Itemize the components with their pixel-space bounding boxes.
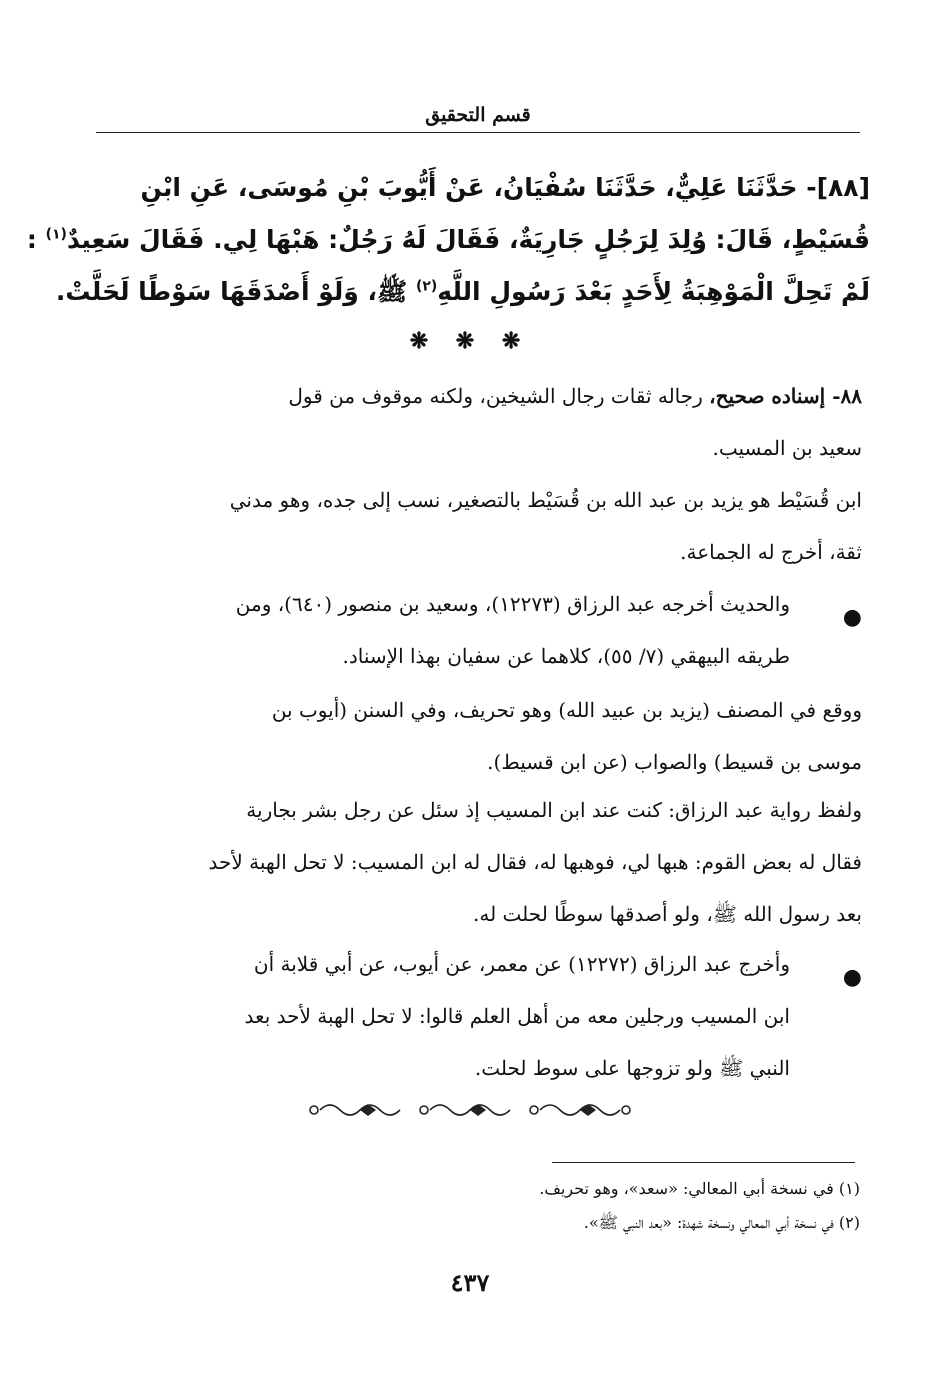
paragraph-line: ثقة، أخرج له الجماعة. bbox=[680, 540, 862, 564]
paragraph-line: ولفظ رواية عبد الرزاق: كنت عند ابن المسيب إذ سئل عن رجل بشر بجارية bbox=[246, 798, 862, 822]
paragraph-line: وأخرج عبد الرزاق (١٢٢٧٢) عن معمر، عن أيوب، عن أبي قلابة أن bbox=[253, 952, 790, 976]
bullet-text bbox=[84, 938, 790, 1094]
bullet-icon: ● bbox=[842, 605, 862, 630]
header-rule bbox=[96, 132, 860, 133]
bullet-paragraph-2 bbox=[84, 938, 862, 1094]
footnote-rule bbox=[552, 1162, 855, 1163]
hadith-line-2-text: قُسَيْطٍ، قَالَ: وُلِدَ لِرَجُلٍ جَارِيَةٌ، فَقَالَ لَهُ رَجُلٌ: هَبْهَا لِي. فَقَالَ سَعِيدٌ bbox=[66, 225, 870, 254]
hadith-line-3 bbox=[55, 266, 870, 318]
bullet-icon: ● bbox=[842, 965, 862, 990]
commentary-paragraph-4 bbox=[84, 784, 862, 940]
paragraph-line: النبي ﷺ ولو تزوجها على سوط لحلت. bbox=[474, 1056, 790, 1080]
footnote-2 bbox=[96, 1206, 860, 1240]
hadith-line-2 bbox=[26, 214, 870, 266]
footnote-marker-1: (١) bbox=[45, 226, 67, 243]
commentary-paragraph-3 bbox=[84, 684, 862, 788]
commentary-paragraph-1 bbox=[84, 370, 862, 474]
paragraph-line: سعيد بن المسيب. bbox=[712, 436, 862, 460]
footnote-number: (١) bbox=[838, 1179, 860, 1198]
footnote-1 bbox=[96, 1172, 860, 1206]
paragraph-line: ابن قُسَيْط هو يزيد بن عبد الله بن قُسَيْط بالتصغير، نسب إلى جده، وهو مدني bbox=[229, 488, 862, 512]
running-head: قسم التحقيق bbox=[425, 104, 531, 126]
bullet-text bbox=[84, 578, 790, 682]
paragraph-line: ووقع في المصنف (يزيد بن عبيد الله) وهو تحريف، وفي السنن (أيوب بن bbox=[271, 698, 862, 722]
paragraph-line: والحديث أخرجه عبد الرزاق (١٢٢٧٣)، وسعيد بن منصور (٦٤٠)، ومن bbox=[235, 592, 790, 616]
paragraph-line: فقال له بعض القوم: هبها لي، فوهبها له، فقال له ابن المسيب: لا تحل الهبة لأحد bbox=[208, 850, 862, 874]
hadith-line-3-end: ﷺ، وَلَوْ أَصْدَقَهَا سَوْطًا لَحَلَّتْ. bbox=[55, 277, 408, 306]
footnote-number: (٢) bbox=[838, 1213, 860, 1232]
hadith-text bbox=[26, 162, 870, 318]
footnote-marker-2: (٢) bbox=[415, 278, 438, 295]
paragraph-line: ابن المسيب ورجلين معه من أهل العلم قالوا: لا تحل الهبة لأحد بعد bbox=[244, 1004, 790, 1028]
paragraph-line: موسى بن قسيط) والصواب (عن ابن قسيط). bbox=[487, 750, 862, 774]
hadith-line-1: [٨٨]- حَدَّثَنَا عَلِيٌّ، حَدَّثَنَا سُفْيَانُ، عَنْ أَيُّوبَ بْنِ مُوسَى، عَنِ ابْنِ bbox=[140, 173, 870, 202]
page-number: ٤٣٧ bbox=[450, 1268, 490, 1297]
paragraph-line bbox=[84, 370, 862, 422]
ornament-divider-icon bbox=[300, 1096, 640, 1124]
isnad-verdict: ٨٨- إسناده صحيح، bbox=[709, 384, 862, 408]
footnote-text: في نسخة أبي المعالي ونسخة شهدة: «بعد النبي ﷺ». bbox=[583, 1213, 839, 1232]
paragraph-line: طريقه البيهقي (٧/ ٥٥)، كلاهما عن سفيان بهذا الإسناد. bbox=[342, 644, 790, 668]
paragraph-text: رجاله ثقات رجال الشيخين، ولكنه موقوف من قول bbox=[288, 384, 710, 408]
bullet-paragraph-1 bbox=[84, 578, 862, 682]
footnote-text: في نسخة أبي المعالي: «سعد»، وهو تحريف. bbox=[539, 1179, 839, 1198]
paragraph-line: بعد رسول الله ﷺ، ولو أصدقها سوطًا لحلت له. bbox=[473, 902, 862, 926]
hadith-line-3-text: لَمْ تَحِلَّ الْمَوْهِبَةُ لِأَحَدٍ بَعْدَ رَسُولِ اللَّهِ bbox=[437, 277, 870, 306]
section-separator: ❋ ❋ ❋ bbox=[409, 328, 531, 354]
footnotes bbox=[96, 1172, 860, 1240]
hadith-line-2-end: : bbox=[26, 225, 37, 254]
commentary-paragraph-2 bbox=[84, 474, 862, 578]
